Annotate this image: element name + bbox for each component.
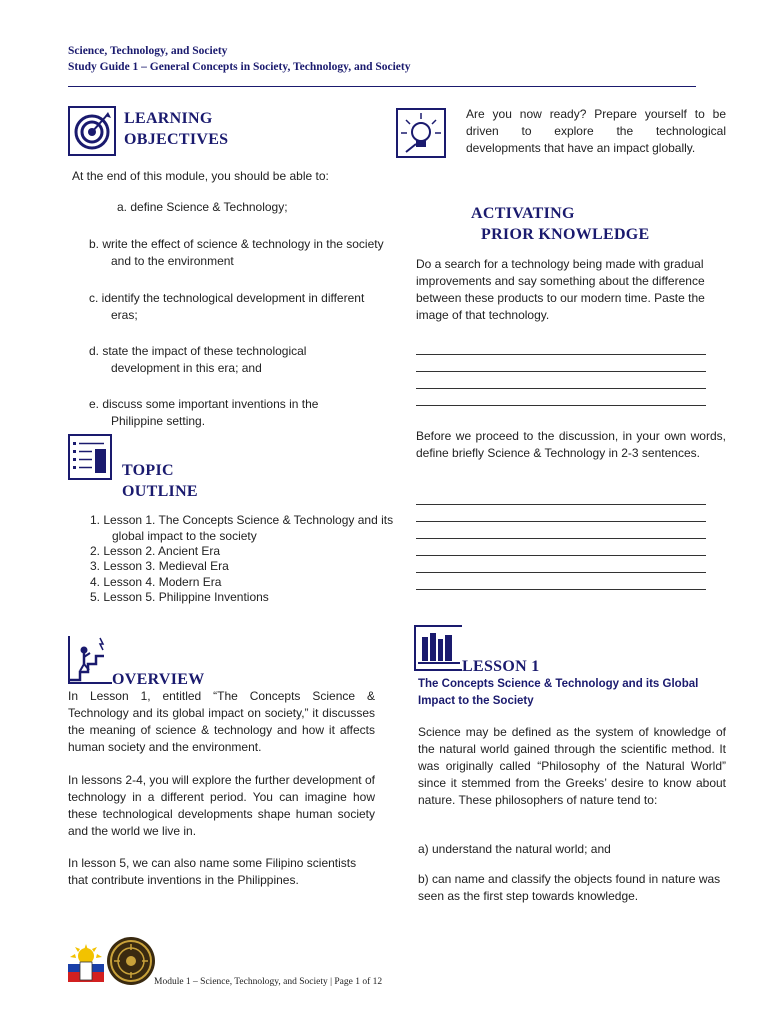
logo-emblem: [66, 944, 106, 984]
objective-item-c: c. identify the technological development in different eras;: [89, 291, 365, 322]
learning-objectives-title-1: LEARNING: [124, 110, 213, 127]
outline-list-icon: [68, 434, 112, 480]
activating-paragraph-1: Do a search for a technology being made with gradual improvements and say something about the difference between these products to our modern time. Paste the image of that technology.: [416, 257, 705, 322]
activating-title-1: ACTIVATING: [471, 205, 575, 222]
lesson-title: LESSON 1: [462, 658, 540, 675]
objectives-intro: At the end of this module, you should be able to:: [72, 169, 329, 183]
lesson-paragraph-1: Science may be defined as the system of knowledge of the natural world gained through the scientific method. It was originally called “Philosophy of the Natural World” since it stemmed from the Greeks’ desire to know about nature. These philosophers of nature tend to:: [418, 725, 726, 807]
outline-item-2: 2. Lesson 2. Ancient Era: [90, 544, 221, 558]
lesson-paragraph-3: b) can name and classify the objects found in nature was seen as the first step towards knowledge.: [418, 872, 721, 903]
answer-line[interactable]: [416, 504, 706, 505]
header-divider: [68, 86, 696, 87]
answer-line[interactable]: [416, 572, 706, 573]
answer-line[interactable]: [416, 388, 706, 389]
answer-line[interactable]: [416, 371, 706, 372]
lightbulb-icon: [396, 108, 446, 158]
answer-line[interactable]: [416, 555, 706, 556]
overview-paragraph-1: In Lesson 1, entitled “The Concepts Science & Technology and its global impact on society,” it discusses the meaning of science & technology and how it affects human society and the environment.: [68, 689, 375, 754]
answer-line[interactable]: [416, 521, 706, 522]
outline-item-4: 4. Lesson 4. Modern Era: [90, 575, 222, 589]
lesson-paragraph-2: a) understand the natural world; and: [418, 842, 611, 856]
activating-paragraph-2: Before we proceed to the discussion, in your own words, define briefly Science & Technology in 2-3 sentences.: [416, 429, 726, 460]
topic-outline-title-1: TOPIC: [122, 462, 174, 479]
seal-emblem: [106, 936, 156, 986]
lesson-subtitle: The Concepts Science & Technology and its Global Impact to the Society: [418, 678, 699, 707]
outline-item-5: 5. Lesson 5. Philippine Inventions: [90, 590, 269, 604]
ready-paragraph: Are you now ready? Prepare yourself to be driven to explore the technological developments that have an impact globally.: [466, 107, 726, 155]
books-icon: [414, 625, 462, 671]
answer-line[interactable]: [416, 354, 706, 355]
header-course-title: Science, Technology, and Society: [68, 45, 228, 57]
overview-paragraph-3: In lesson 5, we can also name some Filipino scientists that contribute inventions in the Philippines.: [68, 856, 357, 887]
header-study-guide-title: Study Guide 1 – General Concepts in Society, Technology, and Society: [68, 61, 411, 73]
overview-paragraph-2: In lessons 2-4, you will explore the further development of technology in a different period. You can imagine how these technological developments shape human society and the world we live in.: [68, 773, 375, 838]
answer-line[interactable]: [416, 538, 706, 539]
answer-line[interactable]: [416, 405, 706, 406]
objective-item-e: e. discuss some important inventions in the Philippine setting.: [89, 397, 319, 428]
learning-objectives-title-2: OBJECTIVES: [124, 131, 229, 148]
outline-item-3: 3. Lesson 3. Medieval Era: [90, 559, 229, 573]
outline-item-1: 1. Lesson 1. The Concepts Science & Technology and its global impact to the society: [90, 513, 394, 543]
footer-page-info: Module 1 – Science, Technology, and Society | Page 1 of 12: [154, 977, 383, 987]
stairs-climber-icon: [68, 636, 112, 684]
objective-item-b: b. write the effect of science & technology in the society and to the environment: [89, 237, 384, 268]
objective-item-d: d. state the impact of these technological development in this era; and: [89, 344, 307, 375]
target-icon: [68, 106, 116, 156]
topic-outline-title-2: OUTLINE: [122, 483, 198, 500]
overview-title: OVERVIEW: [112, 671, 205, 688]
answer-line[interactable]: [416, 589, 706, 590]
objective-item-a: a. define Science & Technology;: [117, 200, 288, 214]
activating-title-2: PRIOR KNOWLEDGE: [481, 226, 650, 243]
